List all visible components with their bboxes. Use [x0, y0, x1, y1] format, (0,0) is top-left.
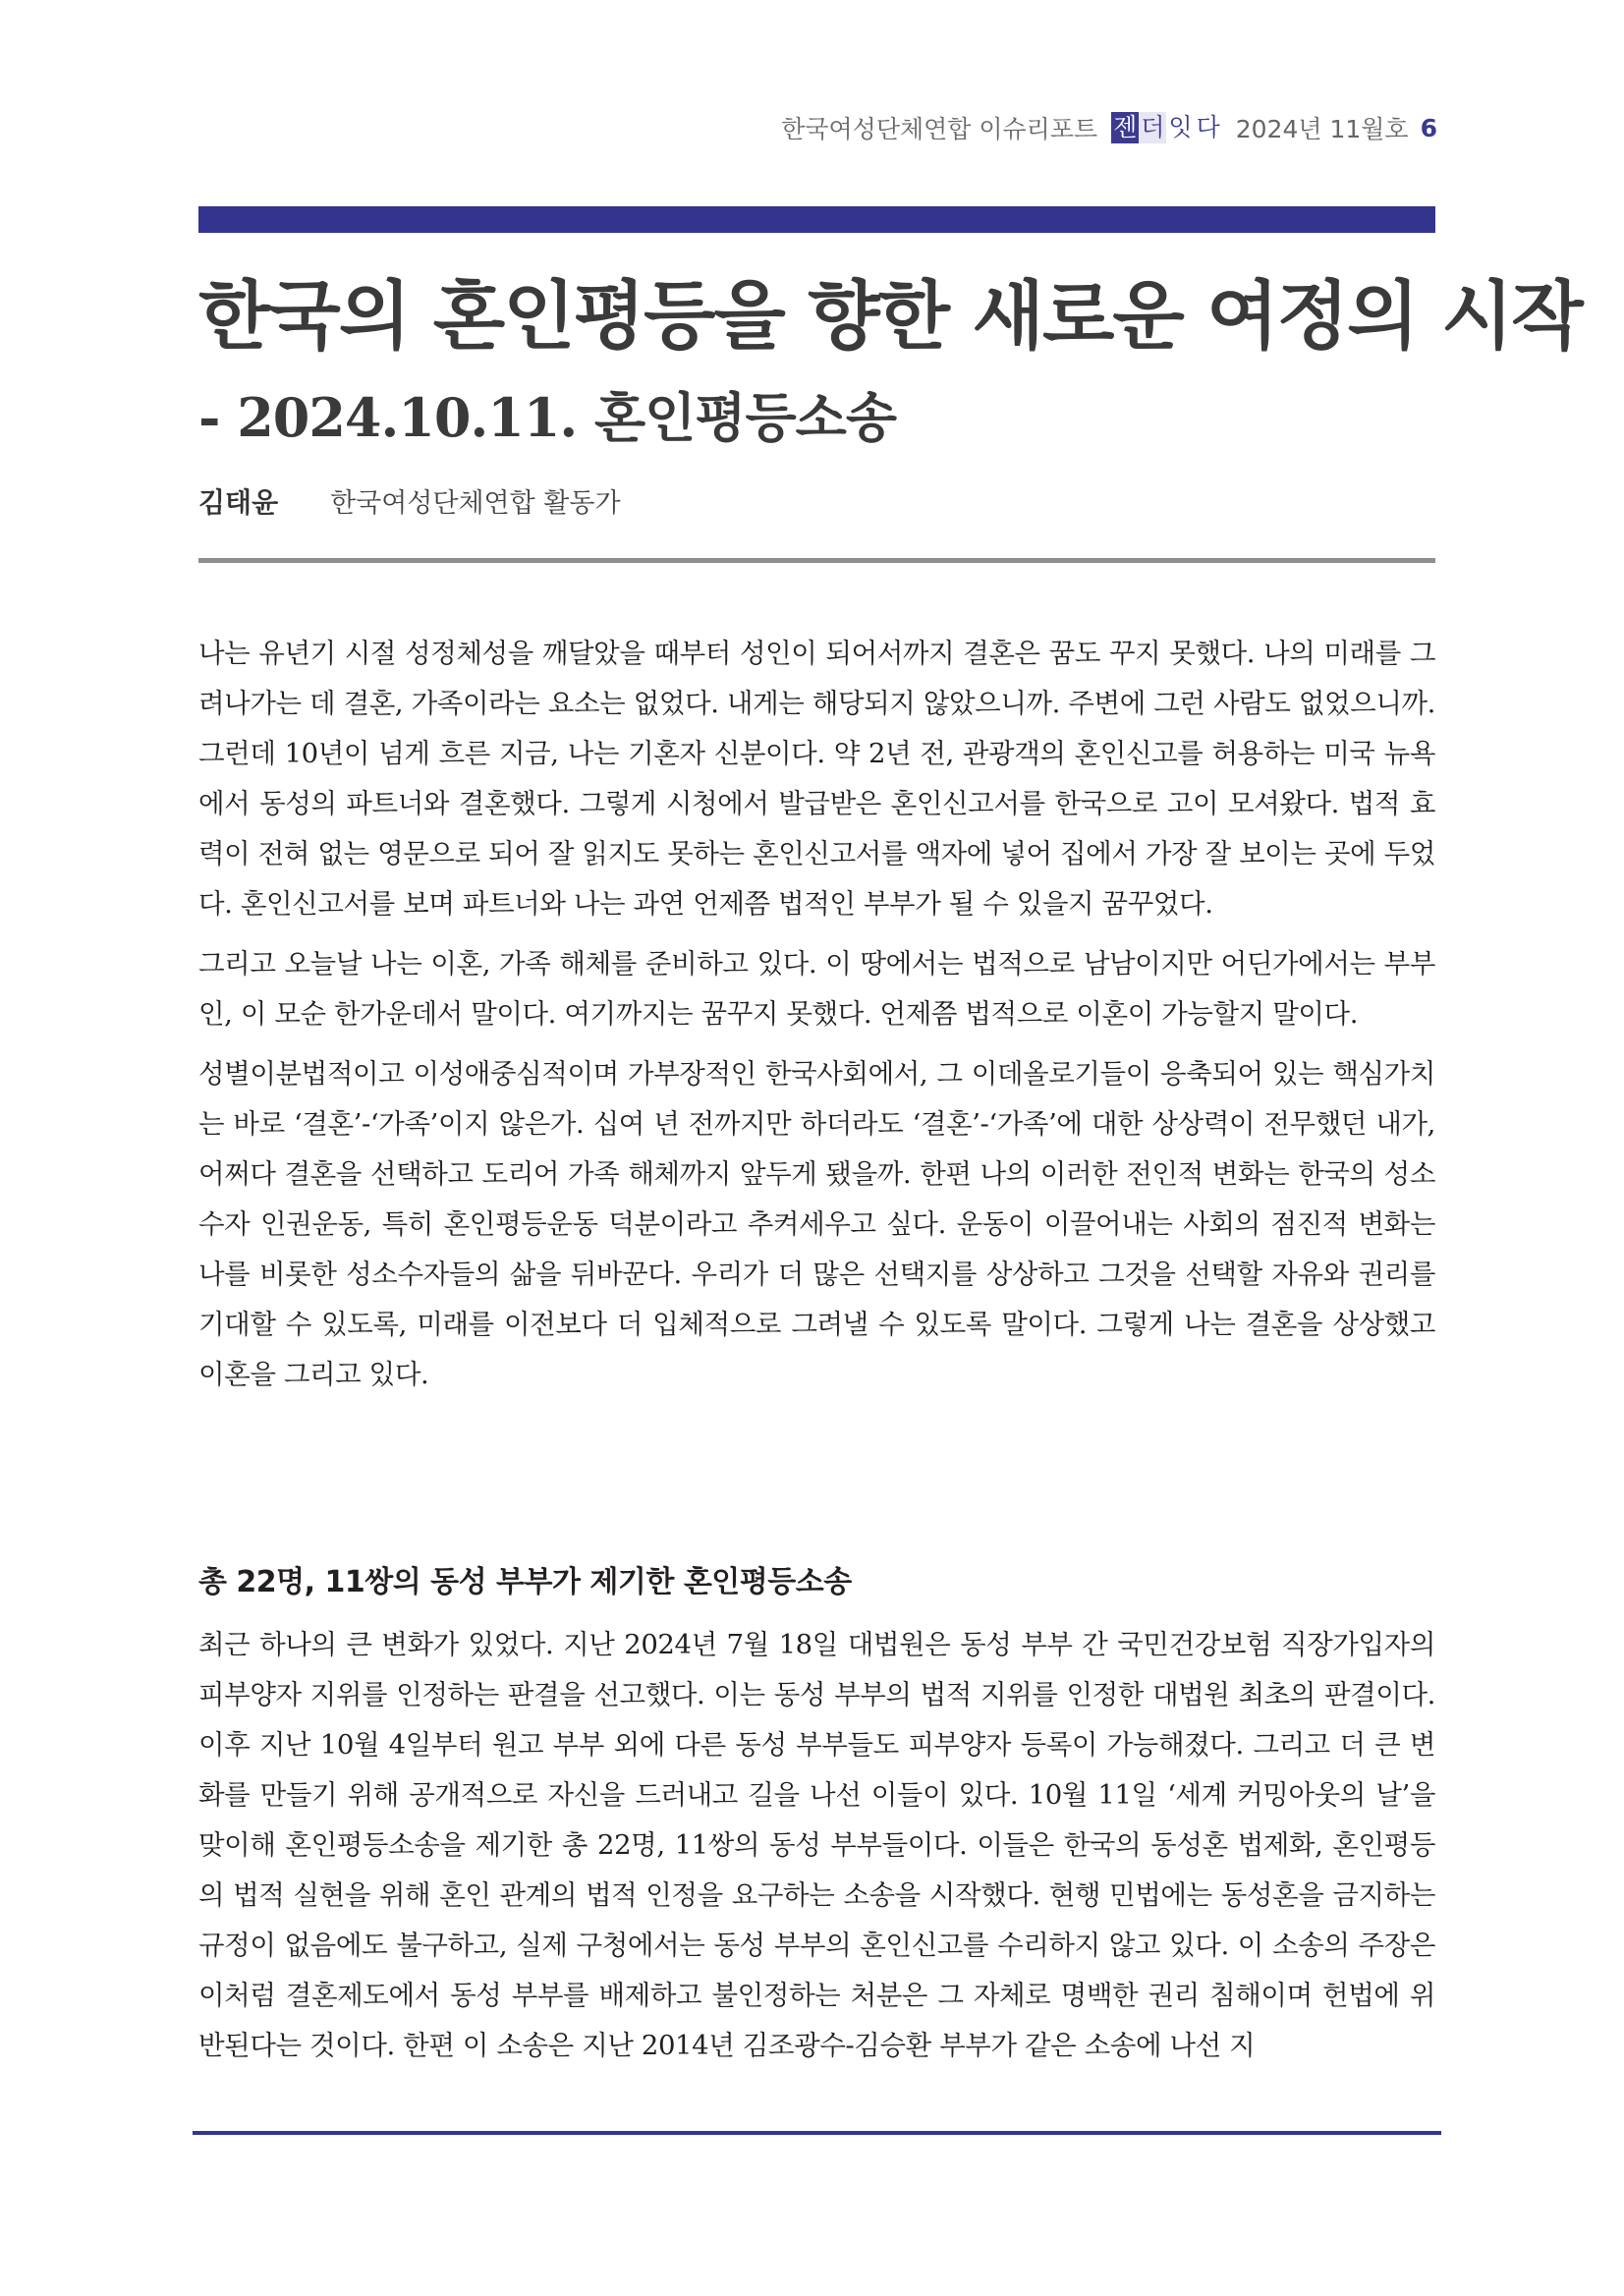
brand-char-3: 잇: [1168, 113, 1193, 141]
paragraph: 그리고 오늘날 나는 이혼, 가족 해체를 준비하고 있다. 이 땅에서는 법적으로 남남이지만 어딘가에서는 부부인, 이 모순 한가운데서 말이다. 여기까지는 꿈꾸지 못했다. 언제쯤 법적으로 이혼이 가능할지 말이다.: [198, 948, 1435, 1030]
brand-char-2: 더: [1141, 113, 1165, 141]
report-name: 한국여성단체연합 이슈리포트: [781, 115, 1098, 143]
paragraph: 나는 유년기 시절 성정체성을 깨달았을 때부터 성인이 되어서까지 결혼은 꿈도 꾸지 못했다. 나의 미래를 그려나가는 데 결혼, 가족이라는 요소는 없었다. 내게는 해당되지 않았으니까. 주변에 그런 사람도 없었으니까. 그런데 10년이 넘게 흐른 지금, 나는 기혼자 신분이다. 약 2년 전, 관광객의 혼인신고를 허용하는 미국 뉴욕에서 동성의 파트너와 결혼했다. 그렇게 시청에서 발급받은 혼인신고서를 한국으로 고이 모셔왔다. 법적 효력이 전혀 없는 영문으로 되어 잘 읽지도 못하는 혼인신고서를 액자에 넣어 집에서 가장 잘 보이는 곳에 두었다. 혼인신고서를 보며 파트너와 나는 과연 언제쯤 법적인 부부가 될 수 있을지 꿈꾸었다.: [198, 638, 1435, 920]
bottom-accent-line: [193, 2131, 1441, 2135]
article-title: 한국의 혼인평등을 향한 새로운 여정의 시작: [198, 272, 1582, 360]
section-heading: 총 22명, 11쌍의 동성 부부가 제기한 혼인평등소송: [198, 1565, 852, 1599]
page-header: [781, 110, 1437, 145]
author-affiliation: 한국여성단체연합 활동가: [330, 488, 621, 519]
title-divider: [198, 558, 1435, 563]
article-body: [198, 629, 1435, 1410]
section-body: [198, 1620, 1435, 2071]
brand-char-1: 젠: [1113, 113, 1138, 141]
paragraph: 최근 하나의 큰 변화가 있었다. 지난 2024년 7월 18일 대법원은 동성 부부 간 국민건강보험 직장가입자의 피부양자 지위를 인정하는 판결을 선고했다. 이는 동성 부부의 법적 지위를 인정한 대법원 최초의 판결이다. 이후 지난 10월 4일부터 원고 부부 외에 다른 동성 부부들도 피부양자 등록이 가능해졌다. 그리고 더 큰 변화를 만들기 위해 공개적으로 자신을 드러내고 길을 나선 이들이 있다. 10월 11일 ‘세계 커밍아웃의 날’을 맞이해 혼인평등소송을 제기한 총 22명, 11쌍의 동성 부부들이다. 이들은 한국의 동성혼 법제화, 혼인평등의 법적 실현을 위해 혼인 관계의 법적 인정을 요구하는 소송을 시작했다. 현행 민법에는 동성혼을 금지하는 규정이 없음에도 불구하고, 실제 구청에서는 동성 부부의 혼인신고를 수리하지 않고 있다. 이 소송의 주장은 이처럼 결혼제도에서 동성 부부를 배제하고 불인정하는 처분은 그 자체로 명백한 권리 침해이며 헌법에 위반된다는 것이다. 한편 이 소송은 지난 2014년 김조광수-김승환 부부가 같은 소송에 나선 지: [198, 1629, 1435, 2061]
article-subtitle: - 2024.10.11. 혼인평등소송: [198, 386, 896, 449]
issue-date: 2024년 11월호: [1235, 115, 1409, 143]
brand-logo: [1111, 112, 1222, 143]
paragraph: 성별이분법적이고 이성애중심적이며 가부장적인 한국사회에서, 그 이데올로기들이 응축되어 있는 핵심가치는 바로 ‘결혼’-‘가족’이지 않은가. 십여 년 전까지만 하더라도 ‘결혼’-‘가족’에 대한 상상력이 전무했던 내가, 어쩌다 결혼을 선택하고 도리어 가족 해체까지 앞두게 됐을까. 한편 나의 이러한 전인적 변화는 한국의 성소수자 인권운동, 특히 혼인평등운동 덕분이라고 추켜세우고 싶다. 운동이 이끌어내는 사회의 점진적 변화는 나를 비롯한 성소수자들의 삶을 뒤바꾼다. 우리가 더 많은 선택지를 상상하고 그것을 선택할 자유와 권리를 기대할 수 있도록, 미래를 이전보다 더 입체적으로 그려낼 수 있도록 말이다. 그렇게 나는 결혼을 상상했고 이혼을 그리고 있다.: [198, 1058, 1435, 1390]
author-name: 김태윤: [198, 486, 279, 519]
top-accent-bar: [198, 206, 1435, 233]
page-number: 6: [1420, 113, 1437, 142]
brand-char-4: 다: [1196, 113, 1220, 141]
byline: [198, 481, 621, 526]
